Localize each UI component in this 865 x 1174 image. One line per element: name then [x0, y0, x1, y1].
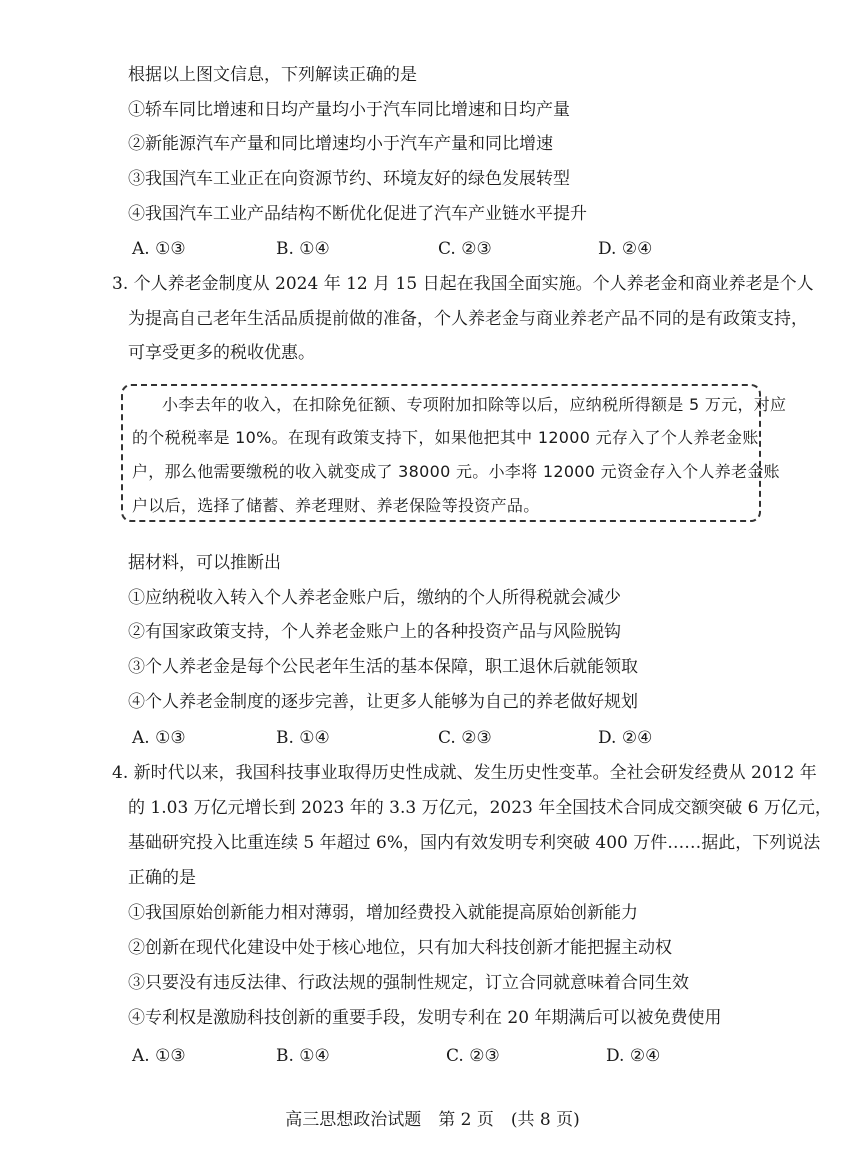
q3-statement-2: ②有国家政策支持，个人养老金账户上的各种投资产品与风险脱钩 [128, 622, 621, 642]
q2-statement-2: ②新能源汽车产量和同比增速均小于汽车产量和同比增速 [128, 134, 553, 154]
q4-option-b[interactable]: B. ①④ [276, 1046, 330, 1066]
q2-option-c[interactable]: C. ②③ [438, 239, 492, 259]
q3-option-a[interactable]: A. ①③ [132, 728, 186, 748]
q4-option-d[interactable]: D. ②④ [606, 1046, 661, 1066]
q3-stem-line-1: 3. 个人养老金制度从 2024 年 12 月 15 日起在我国全面实施。个人养老金和商业养老是个人 [112, 274, 814, 294]
q3-stem-line-2: 为提高自己老年生活品质提前做的准备，个人养老金与商业养老产品不同的是有政策支持， [128, 309, 808, 329]
q3-material-line-4: 户以后，选择了储蓄、养老理财、养老保险等投资产品。 [132, 496, 540, 515]
q3-prompt: 据材料，可以推断出 [128, 553, 281, 573]
q2-option-b[interactable]: B. ①④ [276, 239, 330, 259]
q3-stem-line-3: 可享受更多的税收优惠。 [128, 343, 315, 363]
page-footer: 高三思想政治试题 第 2 页 (共 8 页) [285, 1110, 580, 1130]
q4-statement-1: ①我国原始创新能力相对薄弱，增加经费投入就能提高原始创新能力 [128, 903, 638, 923]
q4-statement-2: ②创新在现代化建设中处于核心地位，只有加大科技创新才能把握主动权 [128, 938, 672, 958]
q2-statement-4: ④我国汽车工业产品结构不断优化促进了汽车产业链水平提升 [128, 204, 587, 224]
q3-option-b[interactable]: B. ①④ [276, 728, 330, 748]
q3-statement-1: ①应纳税收入转入个人养老金账户后，缴纳的个人所得税就会减少 [128, 588, 621, 608]
q3-statement-4: ④个人养老金制度的逐步完善，让更多人能够为自己的养老做好规划 [128, 692, 638, 712]
q4-stem-line-2: 的 1.03 万亿元增长到 2023 年的 3.3 万亿元，2023 年全国技术合同成交额突破 6 万亿元， [128, 798, 832, 818]
q2-prompt: 根据以上图文信息，下列解读正确的是 [128, 65, 417, 85]
q2-option-d[interactable]: D. ②④ [598, 239, 653, 259]
q4-stem-line-3: 基础研究投入比重连续 5 年超过 6%，国内有效发明专利突破 400 万件……据此，下列说法 [128, 833, 821, 853]
q2-option-a[interactable]: A. ①③ [132, 239, 186, 259]
q4-stem-line-4: 正确的是 [128, 868, 196, 888]
q3-material-line-3: 户，那么他需要缴税的收入就变成了 38000 元。小李将 12000 元资金存入个人养老金账 [132, 462, 780, 481]
q4-statement-4: ④专利权是激励科技创新的重要手段，发明专利在 20 年期满后可以被免费使用 [128, 1008, 722, 1028]
q3-material-line-2: 的个税税率是 10%。在现有政策支持下，如果他把其中 12000 元存入了个人养老金账 [132, 428, 759, 447]
q3-statement-3: ③个人养老金是每个公民老年生活的基本保障，职工退休后就能领取 [128, 657, 638, 677]
q4-statement-3: ③只要没有违反法律、行政法规的强制性规定，订立合同就意味着合同生效 [128, 973, 689, 993]
q2-statement-1: ①轿车同比增速和日均产量均小于汽车同比增速和日均产量 [128, 100, 570, 120]
q3-option-d[interactable]: D. ②④ [598, 728, 653, 748]
q4-option-c[interactable]: C. ②③ [446, 1046, 500, 1066]
q4-stem-line-1: 4. 新时代以来，我国科技事业取得历史性成就、发生历史性变革。全社会研发经费从 2012 年 [112, 763, 817, 783]
q3-material-line-1: 小李去年的收入，在扣除免征额、专项附加扣除等以后，应纳税所得额是 5 万元，对应 [162, 395, 787, 414]
q3-option-c[interactable]: C. ②③ [438, 728, 492, 748]
q2-statement-3: ③我国汽车工业正在向资源节约、环境友好的绿色发展转型 [128, 169, 570, 189]
q4-option-a[interactable]: A. ①③ [132, 1046, 186, 1066]
